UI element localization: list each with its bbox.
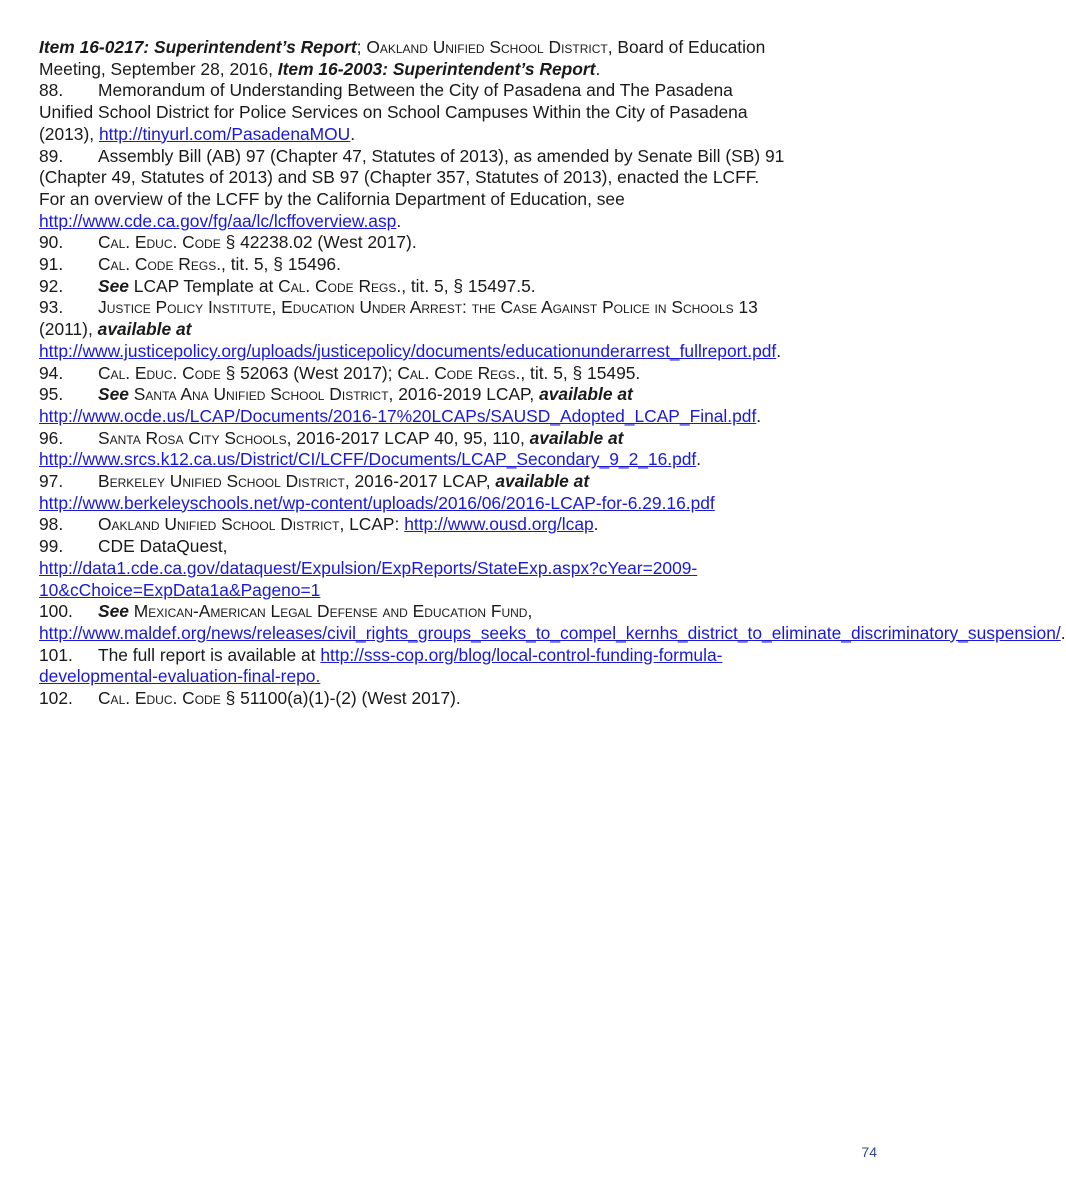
- source-name: Cal. Code Regs.: [397, 362, 521, 383]
- signal-phrase: available at: [539, 384, 633, 405]
- footnote-number: 92.: [39, 275, 64, 296]
- signal-phrase: See: [98, 384, 129, 405]
- footnote-link[interactable]: http://www.maldef.org/news/releases/civil_rights_groups_seeks_to_compel_kernhs_district_to_eliminate_discriminatory_suspension/: [39, 622, 1061, 643]
- footnote-text: .: [350, 123, 356, 144]
- footnote-number: 88.: [39, 80, 64, 101]
- footnote-number: 100.: [39, 601, 73, 622]
- footnote-text: .: [776, 340, 782, 361]
- source-name: Cal. Educ. Code: [98, 232, 221, 253]
- footnote: [39, 471, 787, 514]
- footnote-text: .: [396, 210, 402, 231]
- footnote-text: § 42238.02 (West 2017).: [220, 232, 417, 253]
- footnote-text: .: [593, 514, 599, 535]
- source-name: Cal. Educ. Code: [98, 688, 221, 709]
- footnote: [39, 254, 787, 276]
- page-number: 74: [861, 1144, 877, 1160]
- footnote-text: , 2016-2017 LCAP 40, 95, 110,: [286, 427, 530, 448]
- footnote-link[interactable]: http://sss-cop.org/blog/local-control-funding-formula-developmental-evaluation-final-repo.: [39, 644, 723, 687]
- footnote-number: 96.: [39, 427, 64, 448]
- footnote-text: , Board of Education Meeting, September 28, 2016,: [39, 37, 766, 79]
- signal-phrase: Item 16-2003: Superintendent’s Report: [277, 58, 596, 79]
- source-name: Santa Rosa City Schools: [98, 427, 287, 448]
- signal-phrase: available at: [97, 319, 192, 340]
- footnote-text: ;: [356, 37, 367, 57]
- footnote-text: , tit. 5, § 15497.5.: [401, 275, 536, 296]
- source-name: Berkeley Unified School District: [98, 471, 345, 492]
- signal-phrase: See: [98, 601, 129, 622]
- footnote-number: 93.: [39, 297, 64, 318]
- footnote-link[interactable]: http://www.justicepolicy.org/uploads/justicepolicy/documents/educationunderarrest_fullreport.pdf: [39, 340, 777, 361]
- source-name: Justice Policy Institute, Education Under Arrest: the Case Against Police in Schools: [98, 297, 734, 318]
- footnote-number: 94.: [39, 362, 64, 383]
- signal-phrase: available at: [529, 427, 624, 448]
- signal-phrase: See: [98, 275, 129, 296]
- footnote-link[interactable]: http://data1.cde.ca.gov/dataquest/Expulsion/ExpReports/StateExp.aspx?cYear=2009-10&cChoice=ExpData1a&Pageno=1: [39, 557, 698, 600]
- footnote-number: 98.: [39, 514, 64, 535]
- footnote: [39, 384, 787, 427]
- footnote: [39, 688, 787, 710]
- footnote: [39, 297, 787, 362]
- footnote-text: .: [595, 58, 601, 79]
- signal-phrase: available at: [495, 471, 590, 492]
- footnote: [39, 363, 787, 385]
- footnote-number: 90.: [39, 232, 64, 253]
- footnote: [39, 514, 787, 536]
- footnote-link[interactable]: http://www.srcs.k12.ca.us/District/CI/LCFF/Documents/LCAP_Secondary_9_2_16.pdf: [39, 449, 697, 470]
- footnote-continuation: [39, 37, 787, 80]
- source-name: Cal. Code Regs.: [98, 254, 222, 275]
- footnote-text: , tit. 5, § 15495.: [520, 362, 641, 383]
- source-name: Oakland Unified School District: [366, 37, 608, 57]
- footnote-link[interactable]: http://tinyurl.com/PasadenaMOU: [98, 123, 351, 144]
- footnote-text: .: [756, 405, 762, 426]
- footnote-link[interactable]: http://www.ocde.us/LCAP/Documents/2016-17%20LCAPs/SAUSD_Adopted_LCAP_Final.pdf: [39, 405, 757, 426]
- footnote-number: 97.: [39, 471, 64, 492]
- footnote-link[interactable]: http://www.cde.ca.gov/fg/aa/lc/lcffoverview.asp: [39, 210, 397, 231]
- footnote-text: § 52063 (West 2017);: [220, 362, 398, 383]
- source-name: Oakland Unified School District: [98, 514, 340, 535]
- footnote-text: The full report is available at: [98, 644, 321, 665]
- footnote: [39, 232, 787, 254]
- footnote-text: ,: [527, 601, 533, 622]
- footnote-text: , 2016-2017 LCAP,: [344, 471, 496, 492]
- footnote-number: 102.: [39, 688, 73, 709]
- footnote: [39, 645, 787, 688]
- footnote-link[interactable]: http://www.ousd.org/lcap: [404, 514, 594, 535]
- footnote-number: 91.: [39, 254, 64, 275]
- footnote-text: .: [696, 449, 702, 470]
- footnote: [39, 601, 1066, 644]
- footnote-text: .: [1060, 622, 1066, 643]
- footnote-list: [39, 80, 1066, 709]
- footnote-text: LCAP Template at: [128, 275, 279, 296]
- footnote: [39, 80, 787, 145]
- footnote-link[interactable]: http://www.berkeleyschools.net/wp-content/uploads/2016/06/2016-LCAP-for-6.29.16.pdf: [39, 492, 715, 513]
- signal-phrase: Item 16-0217: Superintendent’s Report: [39, 37, 357, 57]
- footnote: [39, 428, 787, 471]
- source-name: Cal. Code Regs.: [278, 275, 402, 296]
- source-name: Mexican-American Legal Defense and Education Fund: [133, 601, 528, 622]
- source-name: Cal. Educ. Code: [98, 362, 221, 383]
- footnote: [39, 146, 787, 233]
- footnote-number: 95.: [39, 384, 64, 405]
- footnote-text: , 2016-2019 LCAP,: [388, 384, 540, 405]
- source-name: Santa Ana Unified School District: [133, 384, 389, 405]
- footnote-text: Assembly Bill (AB) 97 (Chapter 47, Statutes of 2013), as amended by Senate Bill (SB) 91 (Chapter 49, Statutes of 2013) and SB 97 (Chapter 357, Statutes of 2013), enacted the LCFF. For an overview of the LCFF by the California Department of Education, see: [39, 145, 785, 209]
- footnote-text: , LCAP:: [339, 514, 405, 535]
- footnotes-page: [39, 37, 1066, 710]
- footnote-number: 101.: [39, 644, 73, 665]
- footnote-number: 99.: [39, 536, 64, 557]
- footnote-text: , tit. 5, § 15496.: [221, 254, 341, 275]
- footnote-text: § 51100(a)(1)-(2) (West 2017).: [220, 688, 461, 709]
- footnote: [39, 536, 787, 601]
- footnote-text: Memorandum of Understanding Between the City of Pasadena and The Pasadena Unified School District for Police Services on School Campuses Within the City of Pasadena (2013),: [39, 80, 748, 144]
- footnote-number: 89.: [39, 145, 64, 166]
- footnote-text: 13 (2011),: [39, 297, 758, 340]
- footnote: [39, 276, 787, 298]
- footnote-text: CDE DataQuest,: [98, 536, 228, 557]
